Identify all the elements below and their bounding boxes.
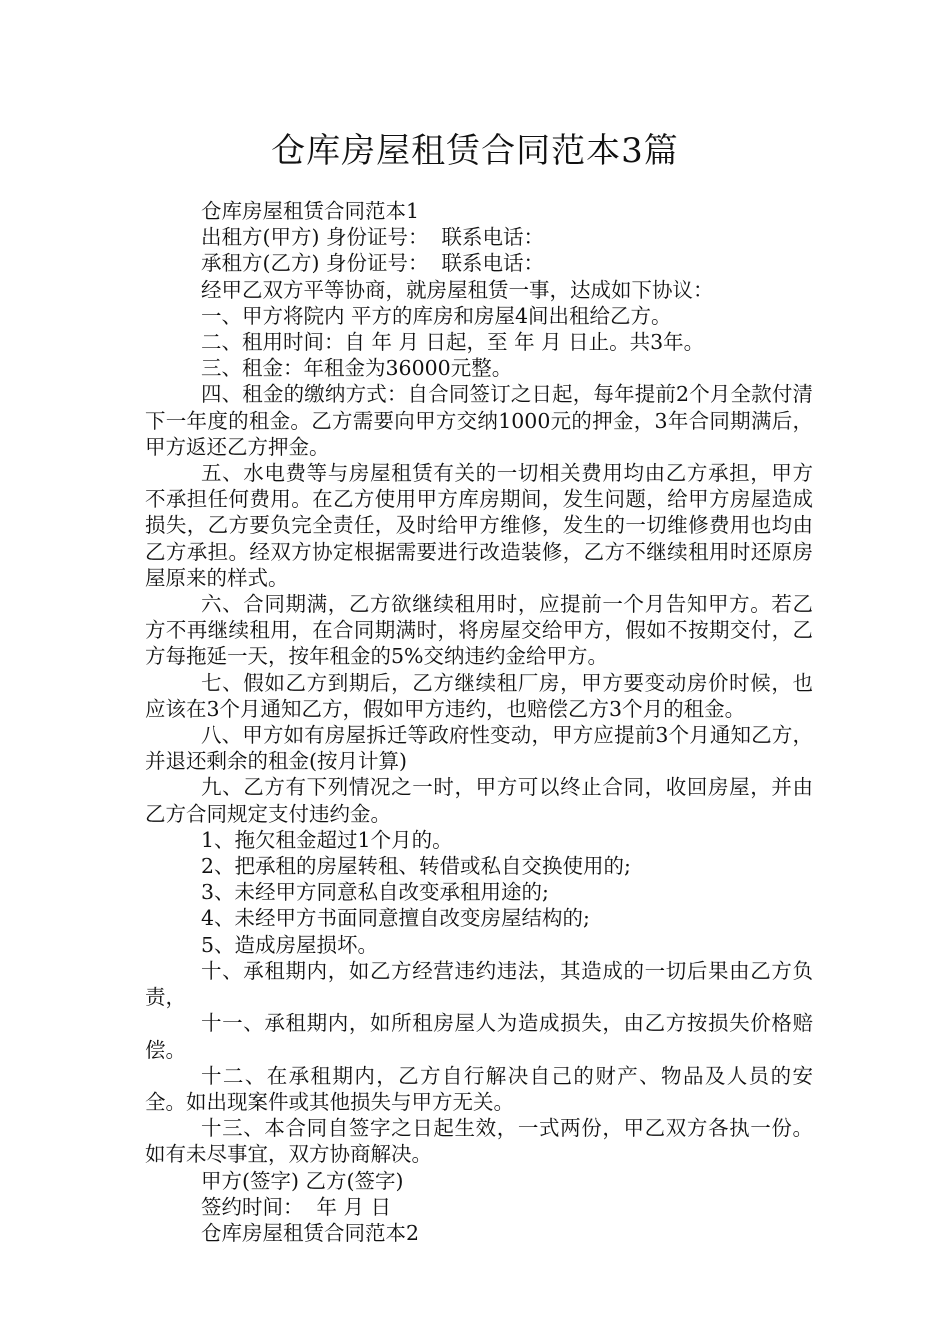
clause-9-item-3: 3、未经甲方同意私自改变承租用途的;: [201, 880, 549, 905]
clause-9-item-5: 5、造成房屋损坏。: [201, 932, 379, 957]
section-heading-2: 仓库房屋租赁合同范本2: [201, 1220, 420, 1245]
lessee-line: 承租方(乙方) 身份证号： 联系电话：: [201, 251, 545, 276]
clause-7: 七、假如乙方到期后，乙方继续租厂房，甲方要变动房价时候，也应该在3个月通知乙方，假如甲方违约，也赔偿乙方3个月的租金。: [145, 670, 813, 721]
clause-2: 二、租用时间：自 年 月 日起，至 年 月 日止。共3年。: [201, 330, 705, 355]
clause-6: 六、合同期满，乙方欲继续租用时，应提前一个月告知甲方。若乙方不再继续租用，在合同期满时，将房屋交给甲方，假如不按期交付，乙方每拖延一天，按年租金的5%交纳违约金给甲方。: [145, 592, 813, 669]
clause-9-item-2: 2、把承租的房屋转租、转借或私自交换使用的;: [201, 854, 631, 879]
clause-9-item-4: 4、未经甲方书面同意擅自改变房屋结构的;: [201, 906, 590, 931]
clause-9: 九、乙方有下列情况之一时，甲方可以终止合同，收回房屋，并由乙方合同规定支付违约金。: [145, 775, 813, 826]
clause-1: 一、甲方将院内 平方的库房和房屋4间出租给乙方。: [201, 303, 672, 328]
clause-11: 十一、承租期内，如所租房屋人为造成损失，由乙方按损失价格赔偿。: [145, 1011, 813, 1062]
signing-date-line: 签约时间： 年 月 日: [201, 1194, 392, 1219]
signature-line: 甲方(签字) 乙方(签字): [201, 1168, 404, 1193]
clause-12: 十二、在承租期内，乙方自行解决自己的财产、物品及人员的安全。如出现案件或其他损失与甲方无关。: [145, 1063, 813, 1114]
document-title: 仓库房屋租赁合同范本3篇: [271, 131, 679, 171]
agreement-intro: 经甲乙双方平等协商，就房屋租赁一事，达成如下协议：: [201, 277, 714, 302]
clause-5: 五、水电费等与房屋租赁有关的一切相关费用均由乙方承担，甲方不承担任何费用。在乙方使用甲方库房期间，发生问题，给甲方房屋造成损失，乙方要负完全责任，及时给甲方维修，发生的一切维修费用也均由乙方承担。经双方协定根据需要进行改造装修，乙方不继续租用时还原房屋原来的样式。: [145, 461, 813, 590]
clause-3: 三、租金：年租金为36000元整。: [201, 356, 513, 381]
clause-10: 十、承租期内，如乙方经营违约违法，其造成的一切后果由乙方负责，: [145, 958, 813, 1010]
clause-9-item-1: 1、拖欠租金超过1个月的。: [201, 827, 453, 852]
section-heading: 仓库房屋租赁合同范本1: [201, 199, 420, 223]
clause-13: 十三、本合同自签字之日起生效，一式两份，甲乙双方各执一份。如有未尽事宜，双方协商解决。: [145, 1116, 813, 1167]
document-body: [145, 198, 813, 1246]
clause-8: 八、甲方如有房屋拆迁等政府性变动，甲方应提前3个月通知乙方，并退还剩余的租金(按月计算): [145, 723, 813, 774]
lessor-line: 出租方(甲方) 身份证号： 联系电话：: [201, 225, 545, 250]
clause-4: 四、租金的缴纳方式：自合同签订之日起，每年提前2个月全款付清下一年度的租金。乙方需要向甲方交纳1000元的押金，3年合同期满后，甲方返还乙方押金。: [145, 382, 813, 459]
